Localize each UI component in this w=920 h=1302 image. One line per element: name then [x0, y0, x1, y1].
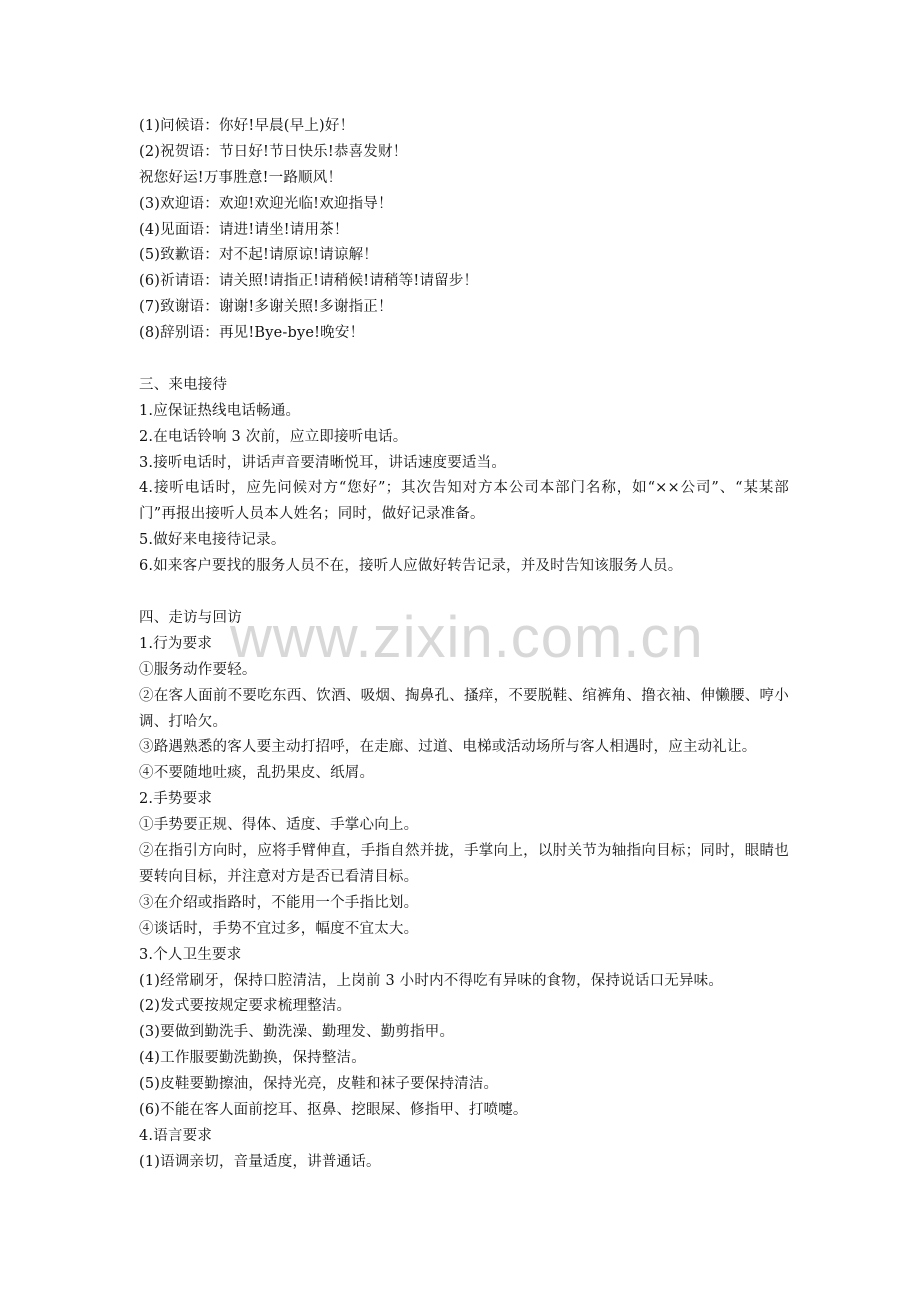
list-item: ①手势要正规、得体、适度、手掌心向上。: [139, 817, 419, 834]
greeting-line: (4)见面语：请进!请坐!请用茶！: [139, 221, 349, 238]
watermark: www.zixin.com.cn: [230, 605, 704, 670]
greeting-line: (8)辞别语：再见!Bye-bye!晚安！: [139, 325, 365, 342]
list-item: ③在介绍或指路时，不能用一个手指比划。: [139, 894, 419, 911]
list-item: (6)不能在客人面前挖耳、抠鼻、挖眼屎、修指甲、打喷嚏。: [139, 1101, 528, 1118]
list-item: 1.应保证热线电话畅通。: [139, 402, 301, 419]
greeting-line: (5)致歉语：对不起!请原谅!请谅解！: [139, 247, 378, 264]
list-item: ④不要随地吐痰，乱扔果皮、纸屑。: [139, 765, 375, 782]
list-item: (2)发式要按规定要求梳理整洁。: [139, 998, 352, 1015]
subsection-title: 2.手势要求: [139, 791, 213, 808]
list-item: 4.接听电话时，应先问候对方“您好”；其次告知对方本公司本部门名称，如“××公司”、“某某部门”再报出接听人员本人姓名；同时，做好记录准备。: [139, 480, 789, 523]
greeting-line: (1)问候语：你好!早晨(早上)好！: [139, 118, 355, 134]
list-item: 2.在电话铃响 3 次前，应立即接听电话。: [139, 428, 408, 445]
greeting-line: 祝您好运!万事胜意!一路顺风！: [139, 169, 343, 186]
list-item: (3)要做到勤洗手、勤洗澡、勤理发、勤剪指甲。: [139, 1024, 455, 1041]
document-body: [139, 114, 789, 1176]
section-heading: 四、走访与回访: [139, 609, 242, 626]
list-item: (1)经常刷牙，保持口腔清洁，上岗前 3 小时内不得吃有异味的食物，保持说话口无异味。: [139, 972, 724, 989]
subsection-title: 4.语言要求: [139, 1127, 213, 1144]
list-item: ④谈话时，手势不宜过多，幅度不宜太大。: [139, 920, 419, 937]
section-spacer: [139, 580, 789, 606]
section-heading: 三、来电接待: [139, 376, 228, 393]
list-item: ②在客人面前不要吃东西、饮酒、吸烟、掏鼻孔、搔痒，不要脱鞋、绾裤角、撸衣袖、伸懒腰、哼小调、打哈欠。: [139, 687, 789, 730]
list-item: ③路遇熟悉的客人要主动打招呼，在走廊、过道、电梯或活动场所与客人相遇时，应主动礼让。: [139, 739, 757, 756]
list-item: (5)皮鞋要勤擦油，保持光亮，皮鞋和袜子要保持清洁。: [139, 1076, 499, 1093]
greeting-line: (7)致谢语：谢谢!多谢关照!多谢指正！: [139, 299, 393, 316]
subsection-title: 1.行为要求: [139, 635, 213, 652]
list-item: ①服务动作要轻。: [139, 661, 257, 678]
section-spacer: [139, 347, 789, 373]
list-item: 6.如来客户要找的服务人员不在，接听人应做好转告记录，并及时告知该服务人员。: [139, 558, 683, 575]
greeting-line: (6)祈请语：请关照!请指正!请稍候!请稍等!请留步！: [139, 273, 479, 290]
greeting-line: (2)祝贺语：节日好!节日快乐!恭喜发财！: [139, 143, 408, 160]
list-item: (4)工作服要勤洗勤换，保持整洁。: [139, 1050, 366, 1067]
list-item: 5.做好来电接待记录。: [139, 532, 286, 549]
list-item: 3.接听电话时，讲话声音要清晰悦耳，讲话速度要适当。: [139, 454, 507, 471]
greeting-line: (3)欢迎语：欢迎!欢迎光临!欢迎指导！: [139, 195, 393, 212]
list-item: ②在指引方向时，应将手臂伸直，手指自然并拢，手掌向上，以肘关节为轴指向目标；同时，眼睛也要转向目标，并注意对方是否已看清目标。: [139, 843, 789, 885]
subsection-title: 3.个人卫生要求: [139, 946, 242, 963]
list-item: (1)语调亲切，音量适度，讲普通话。: [139, 1153, 381, 1170]
